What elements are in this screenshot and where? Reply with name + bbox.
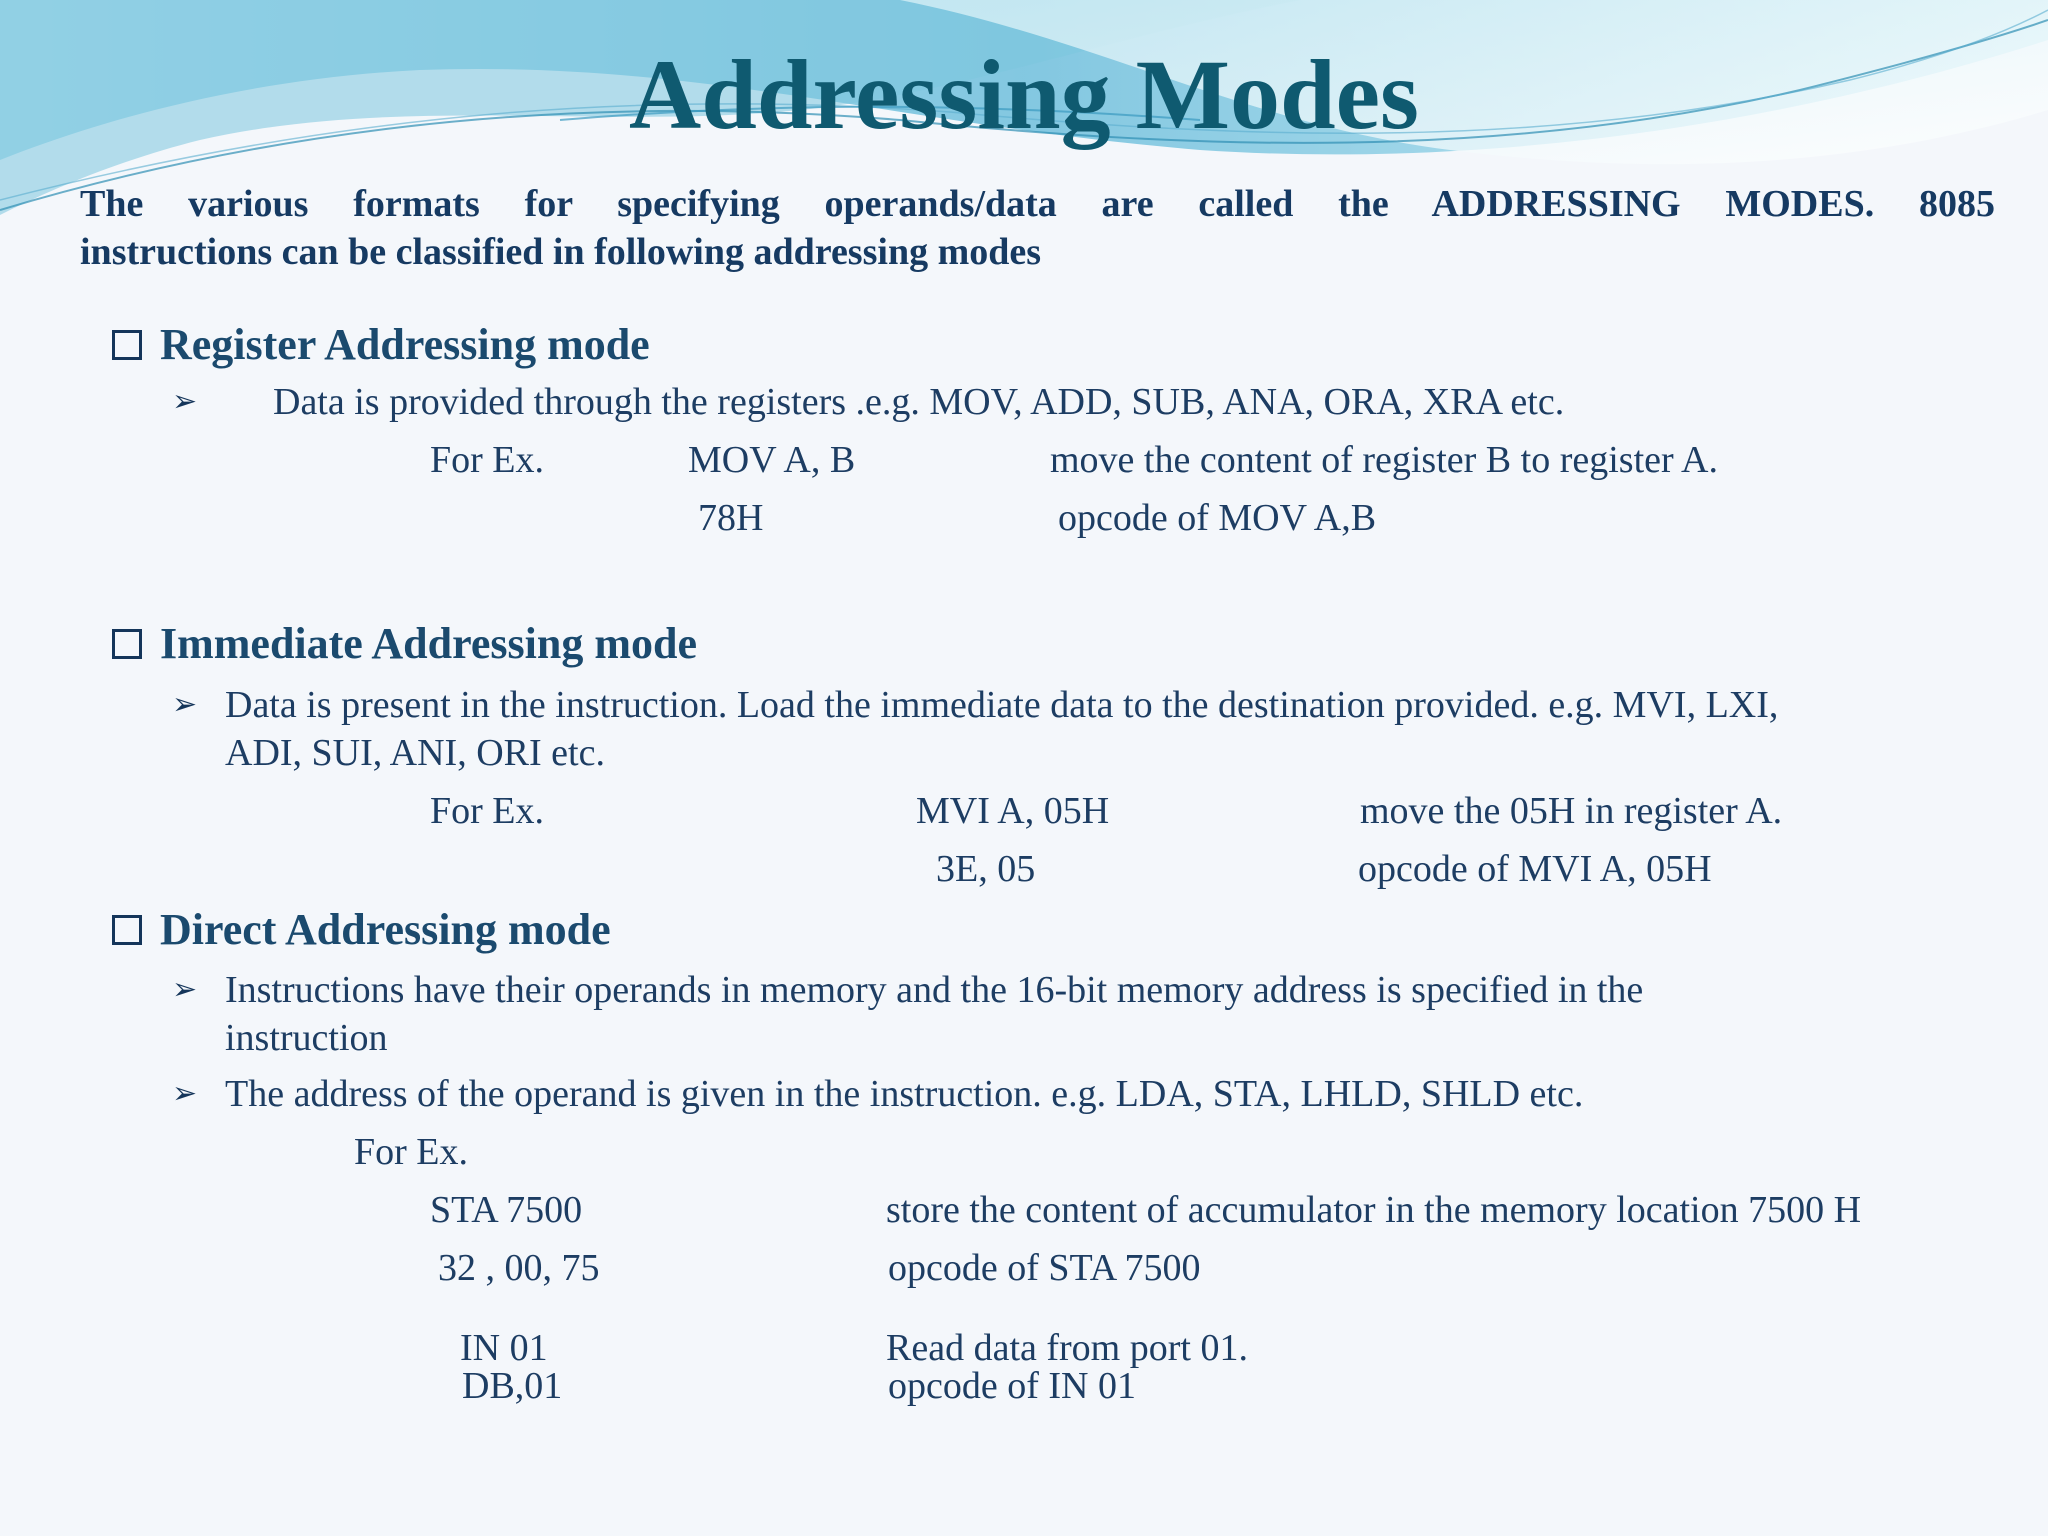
arrowhead-icon: ➢ — [172, 1077, 198, 1110]
direct-bullet-2: The address of the operand is given in the instruction. e.g. LDA, STA, LHLD, SHLD etc. — [225, 1073, 1584, 1115]
immediate-example-label: For Ex. — [430, 790, 544, 832]
intro-line-2: instructions can be classified in following addressing modes — [80, 231, 1042, 273]
register-opcode: 78H — [698, 497, 764, 539]
intro-paragraph — [80, 180, 1995, 276]
direct-example-1-opcode: 32 , 00, 75 — [438, 1247, 600, 1289]
slide-title: Addressing Modes — [629, 39, 1419, 150]
immediate-bullet-line-1: Data is present in the instruction. Load the immediate data to the destination provided. e.g. MVI, LXI, — [225, 684, 1779, 726]
section-immediate-heading — [112, 617, 697, 671]
section-register-heading — [112, 318, 650, 372]
hollow-square-icon — [112, 330, 142, 360]
direct-example-2-opcode-description: opcode of IN 01 — [888, 1365, 1136, 1407]
direct-bullet-1-line-1: Instructions have their operands in memory and the 16-bit memory address is specified in the — [225, 969, 1644, 1011]
arrowhead-icon: ➢ — [172, 385, 198, 418]
register-heading-text: Register Addressing mode — [160, 320, 650, 369]
direct-example-1-description: store the content of accumulator in the memory location 7500 H — [886, 1189, 1862, 1231]
arrowhead-icon: ➢ — [172, 973, 198, 1006]
immediate-example-description: move the 05H in register A. — [1360, 790, 1783, 832]
hollow-square-icon — [112, 629, 142, 659]
immediate-opcode: 3E, 05 — [936, 848, 1036, 890]
direct-example-2-instruction: IN 01 — [460, 1327, 548, 1369]
direct-heading-text: Direct Addressing mode — [160, 905, 611, 954]
direct-example-1-opcode-description: opcode of STA 7500 — [888, 1247, 1201, 1289]
direct-example-2-description: Read data from port 01. — [886, 1327, 1248, 1369]
hollow-square-icon — [112, 915, 142, 945]
register-bullet: Data is provided through the registers .e.g. MOV, ADD, SUB, ANA, ORA, XRA etc. — [273, 381, 1565, 423]
direct-example-2-opcode: DB,01 — [462, 1365, 563, 1407]
register-example-instruction: MOV A, B — [688, 439, 856, 481]
immediate-example-instruction: MVI A, 05H — [916, 790, 1110, 832]
immediate-bullet-line-2: ADI, SUI, ANI, ORI etc. — [225, 732, 605, 774]
arrowhead-icon: ➢ — [172, 688, 198, 721]
register-opcode-description: opcode of MOV A,B — [1058, 497, 1377, 539]
intro-line-1: The various formats for specifying operands/data are called the ADDRESSING MODES. 8085 — [80, 183, 1995, 225]
immediate-opcode-description: opcode of MVI A, 05H — [1358, 848, 1712, 890]
direct-example-1-instruction: STA 7500 — [430, 1189, 583, 1231]
direct-example-label: For Ex. — [354, 1131, 468, 1173]
section-direct-heading — [112, 903, 611, 957]
immediate-heading-text: Immediate Addressing mode — [160, 619, 697, 668]
register-example-description: move the content of register B to register A. — [1050, 439, 1718, 481]
direct-bullet-1-line-2: instruction — [225, 1017, 388, 1059]
register-example-label: For Ex. — [430, 439, 544, 481]
